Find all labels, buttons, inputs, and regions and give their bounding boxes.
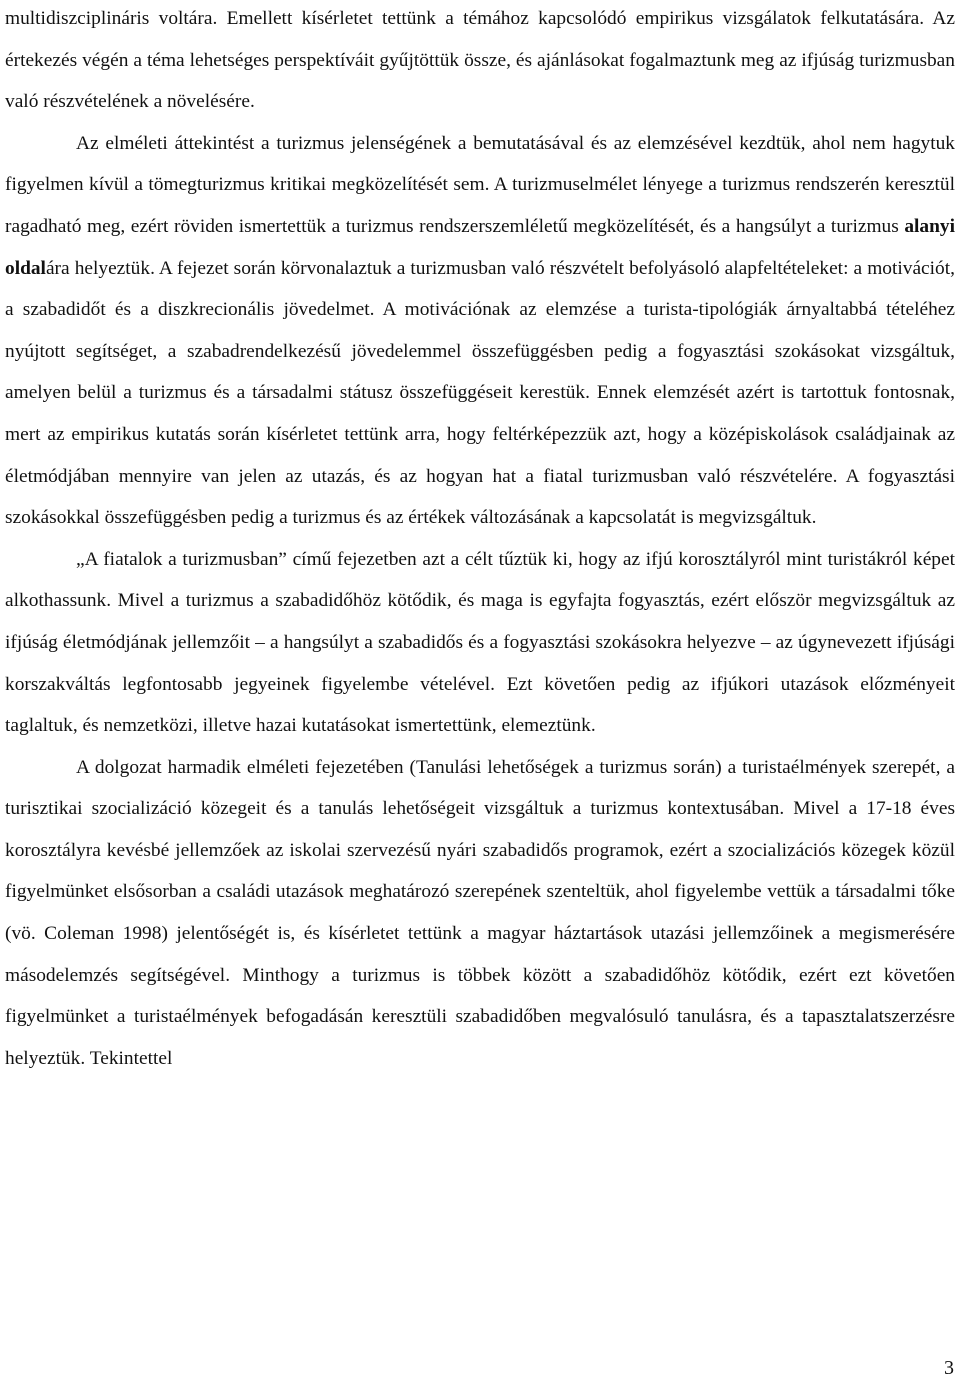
paragraph-text: A dolgozat harmadik elméleti fejezetében (Tanulási lehetőségek a turizmus során) a turistaélmények szerepét, a turisztikai szocializáció közegeit és a tanulás lehetőségeit vizsgáltuk a turizmus kontextusában. Mivel a 17-18 éves korosztályra kevésbé jellemzőek az iskolai szervezésű nyári szabadidős programok, ezért a szocializációs közegek közül figyelmünket elsősorban a családi utazások meghatározó szerepének szenteltük, ahol figyelembe vettük a társadalmi tőke (vö. Coleman 1998) jelentőségét is, és kísérletet tettünk a magyar háztartások utazási jellemzőinek a megismerésére másodelemzés segítségével. Minthogy a turizmus is többek között a szabadidőhöz kötődik, ezért ezt követően figyelmünket a turistaélmények befogadásán keresztüli szabadidőben megvalósuló tanulásra, és a tapasztalatszerzésre helyeztük. Tekintettel bbox=[5, 756, 955, 1069]
paragraph-theoretical-overview bbox=[5, 123, 955, 539]
paragraph-text: multidiszciplináris voltára. Emellett kísérletet tettünk a témához kapcsolódó empirikus vizsgálatok felkutatására. Az értekezés végén a téma lehetséges perspektíváit gyűjtöttük össze, és ajánlásokat fogalmaztunk meg az ifjúság turizmusban való részvételének a növelésére. bbox=[5, 8, 955, 113]
paragraph-text: Az elméleti áttekintést a turizmus jelenségének a bemutatásával és az elemzésével kezdtük, ahol nem hagytuk figyelmen kívül a tömegturizmus kritikai megközelítését sem. A turizmuselmélet lényege a turizmus rendszerén keresztül ragadható meg, ezért röviden ismertettük a turizmus rendszerszemléletű megközelítését, és a hangsúlyt a turizmus bbox=[5, 132, 955, 237]
paragraph-text: ára helyeztük. A fejezet során körvonalaztuk a turizmusban való részvételt befolyásoló alapfeltételeket: a motivációt, a szabadidőt és a diszkrecionális jövedelmet. A motivációnak az elemzése a turista-tipológiák árnyaltabbá tételéhez nyújtott segítséget, a szabadrendelkezésű jövedelemmel összefüggésben pedig a fogyasztási szokásokat vizsgáltuk, amelyen belül a turizmus és a társadalmi státusz összefüggéseit kerestük. Ennek elemzését azért is tartottuk fontosnak, mert az empirikus kutatás során kísérletet tettünk arra, hogy feltérképezzük azt, hogy a középiskolások családjainak az életmódjában mennyire van jelen az utazás, és az hogyan hat a fiatal turizmusban való részvételére. A fogyasztási szokásokkal összefüggésben pedig a turizmus és az értékek változásának a kapcsolatát is megvizsgáltuk. bbox=[5, 257, 955, 529]
page-number: 3 bbox=[944, 1357, 954, 1379]
paragraph-youth-tourism bbox=[5, 539, 955, 747]
bold-emphasis: alanyi oldal bbox=[5, 215, 955, 279]
paragraph-learning-opportunities bbox=[5, 747, 955, 1080]
paragraph-text: „A fiatalok a turizmusban” című fejezetben azt a célt tűztük ki, hogy az ifjú korosztályról mint turistákról képet alkothassunk. Mivel a turizmus a szabadidőhöz kötődik, és maga is egyfajta fogyasztás, ezért először megvizsgáltuk az ifjúság életmódjának jellemzőit – a hangsúlyt a szabadidős és a fogyasztási szokásokra helyezve – az úgynevezett ifjúsági korszakváltás legfontosabb jegyeinek figyelembe vételével. Ezt követően pedig az ifjúkori utazások előzményeit taglaltuk, és nemzetközi, illetve hazai kutatásokat ismertettünk, elemeztünk. bbox=[5, 548, 955, 737]
paragraph-intro-continuation bbox=[5, 0, 955, 123]
document-page bbox=[5, 0, 955, 1079]
